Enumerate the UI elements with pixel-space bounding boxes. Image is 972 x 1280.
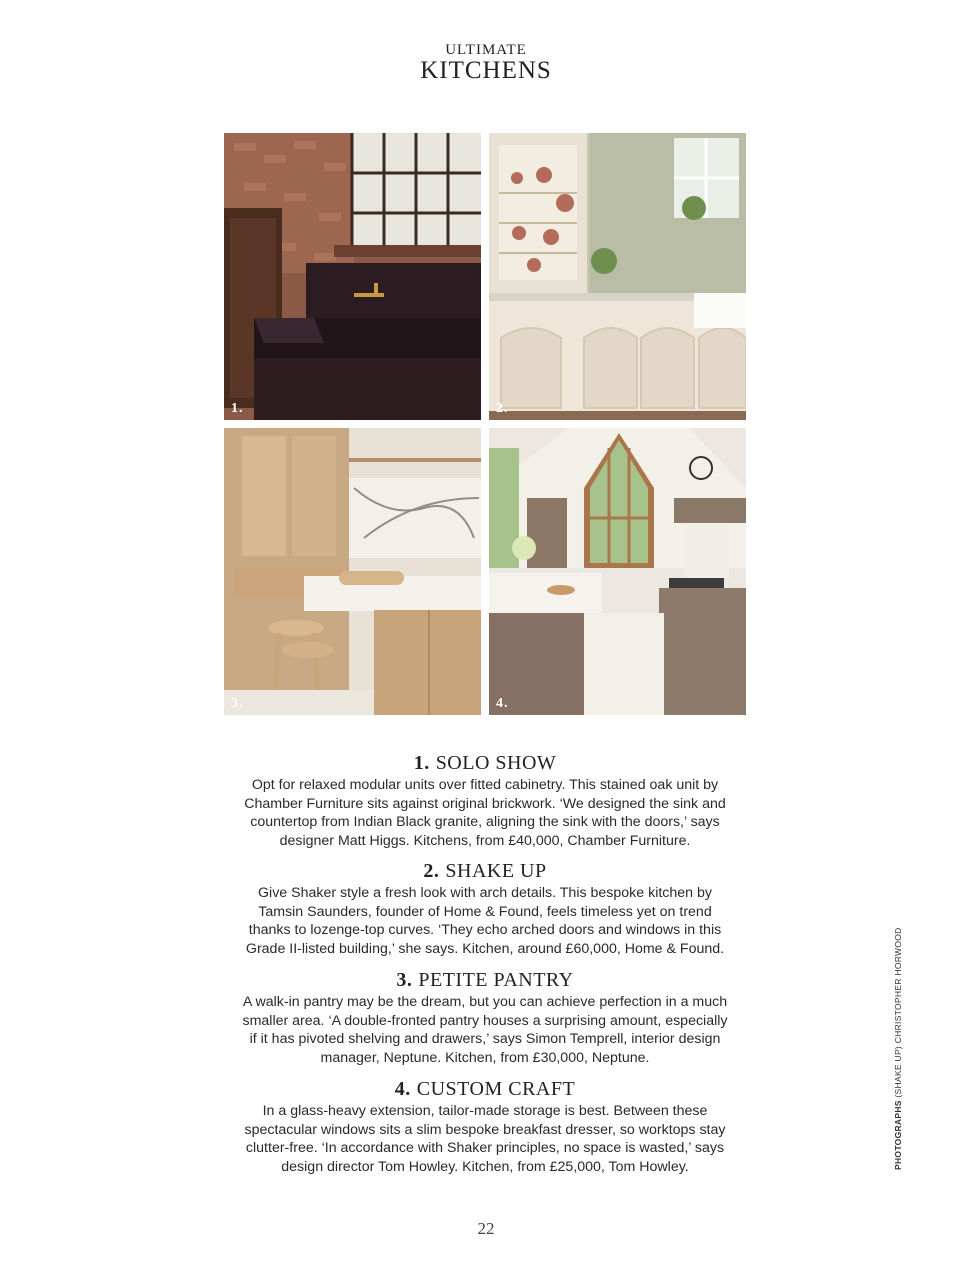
page-number: 22: [477, 1219, 495, 1238]
caption-petite-pantry: [240, 969, 730, 1067]
photo-custom-craft: [489, 428, 746, 715]
caption-title: SOLO SHOW: [435, 752, 557, 774]
caption-body: In a glass-heavy extension, tailor-made storage is best. Between these spectacular windows sits a slim bespoke breakfast dresser, so worktops stay clutter-free. ‘In accordance with Shaker principles, no space is wasted,’ says design director Tom Howley. Kitchen, from £25,000, Tom Howley.: [244, 1103, 726, 1175]
caption-body: A walk-in pantry may be the dream, but you can achieve perfection in a much smaller area. ‘A double-fronted pantry houses a surprising amount, especially if it has pivoted shelving and drawers,’ says Simon Temprell, interior design manager, Neptune. Kitchen, from £30,000, Neptune.: [242, 994, 728, 1066]
caption-body: Give Shaker style a fresh look with arch details. This bespoke kitchen by Tamsin Saunders, founder of Home & Found, feels timeless yet on trend thanks to lozenge-top curves. ‘They echo arched doors and windows in this Grade II-listed building,’ she says. Kitchen, around £60,000, Home & Found.: [245, 885, 725, 957]
caption-heading: [240, 969, 730, 991]
caption-number: 3.: [396, 969, 413, 991]
caption-shake-up: [240, 860, 730, 958]
caption-title: PETITE PANTRY: [418, 969, 574, 991]
photo-number: 1.: [231, 401, 244, 416]
photo-number: 2.: [496, 401, 509, 416]
credit-label: PHOTOGRAPHS: [893, 1100, 903, 1170]
photo-number: 3.: [231, 696, 244, 711]
caption-heading: [240, 860, 730, 882]
photo-solo-show: [224, 133, 481, 420]
masthead-title: KITCHENS: [420, 57, 552, 84]
caption-number: 2.: [423, 860, 440, 882]
credit-text: (SHAKE UP) CHRISTOPHER HORWOOD: [893, 927, 903, 1101]
caption-heading: [240, 1078, 730, 1100]
caption-number: 4.: [394, 1078, 411, 1100]
caption-number: 1.: [413, 752, 430, 774]
photo-number: 4.: [496, 696, 509, 711]
photo-shake-up: [489, 133, 746, 420]
caption-title: CUSTOM CRAFT: [416, 1078, 576, 1100]
caption-heading: [240, 752, 730, 774]
caption-custom-craft: [240, 1078, 730, 1176]
caption-solo-show: [240, 752, 730, 850]
photo-petite-pantry: [224, 428, 481, 715]
photo-credit: [893, 927, 903, 1170]
caption-body: Opt for relaxed modular units over fitted cabinetry. This stained oak unit by Chamber Furniture sits against original brickwork. ‘We designed the sink and countertop from Indian Black granite, aligning the sink with the doors,’ says designer Matt Higgs. Kitchens, from £40,000, Chamber Furniture.: [244, 777, 726, 849]
masthead-kicker: ULTIMATE: [445, 42, 527, 58]
caption-title: SHAKE UP: [445, 860, 547, 882]
masthead: [0, 42, 972, 84]
